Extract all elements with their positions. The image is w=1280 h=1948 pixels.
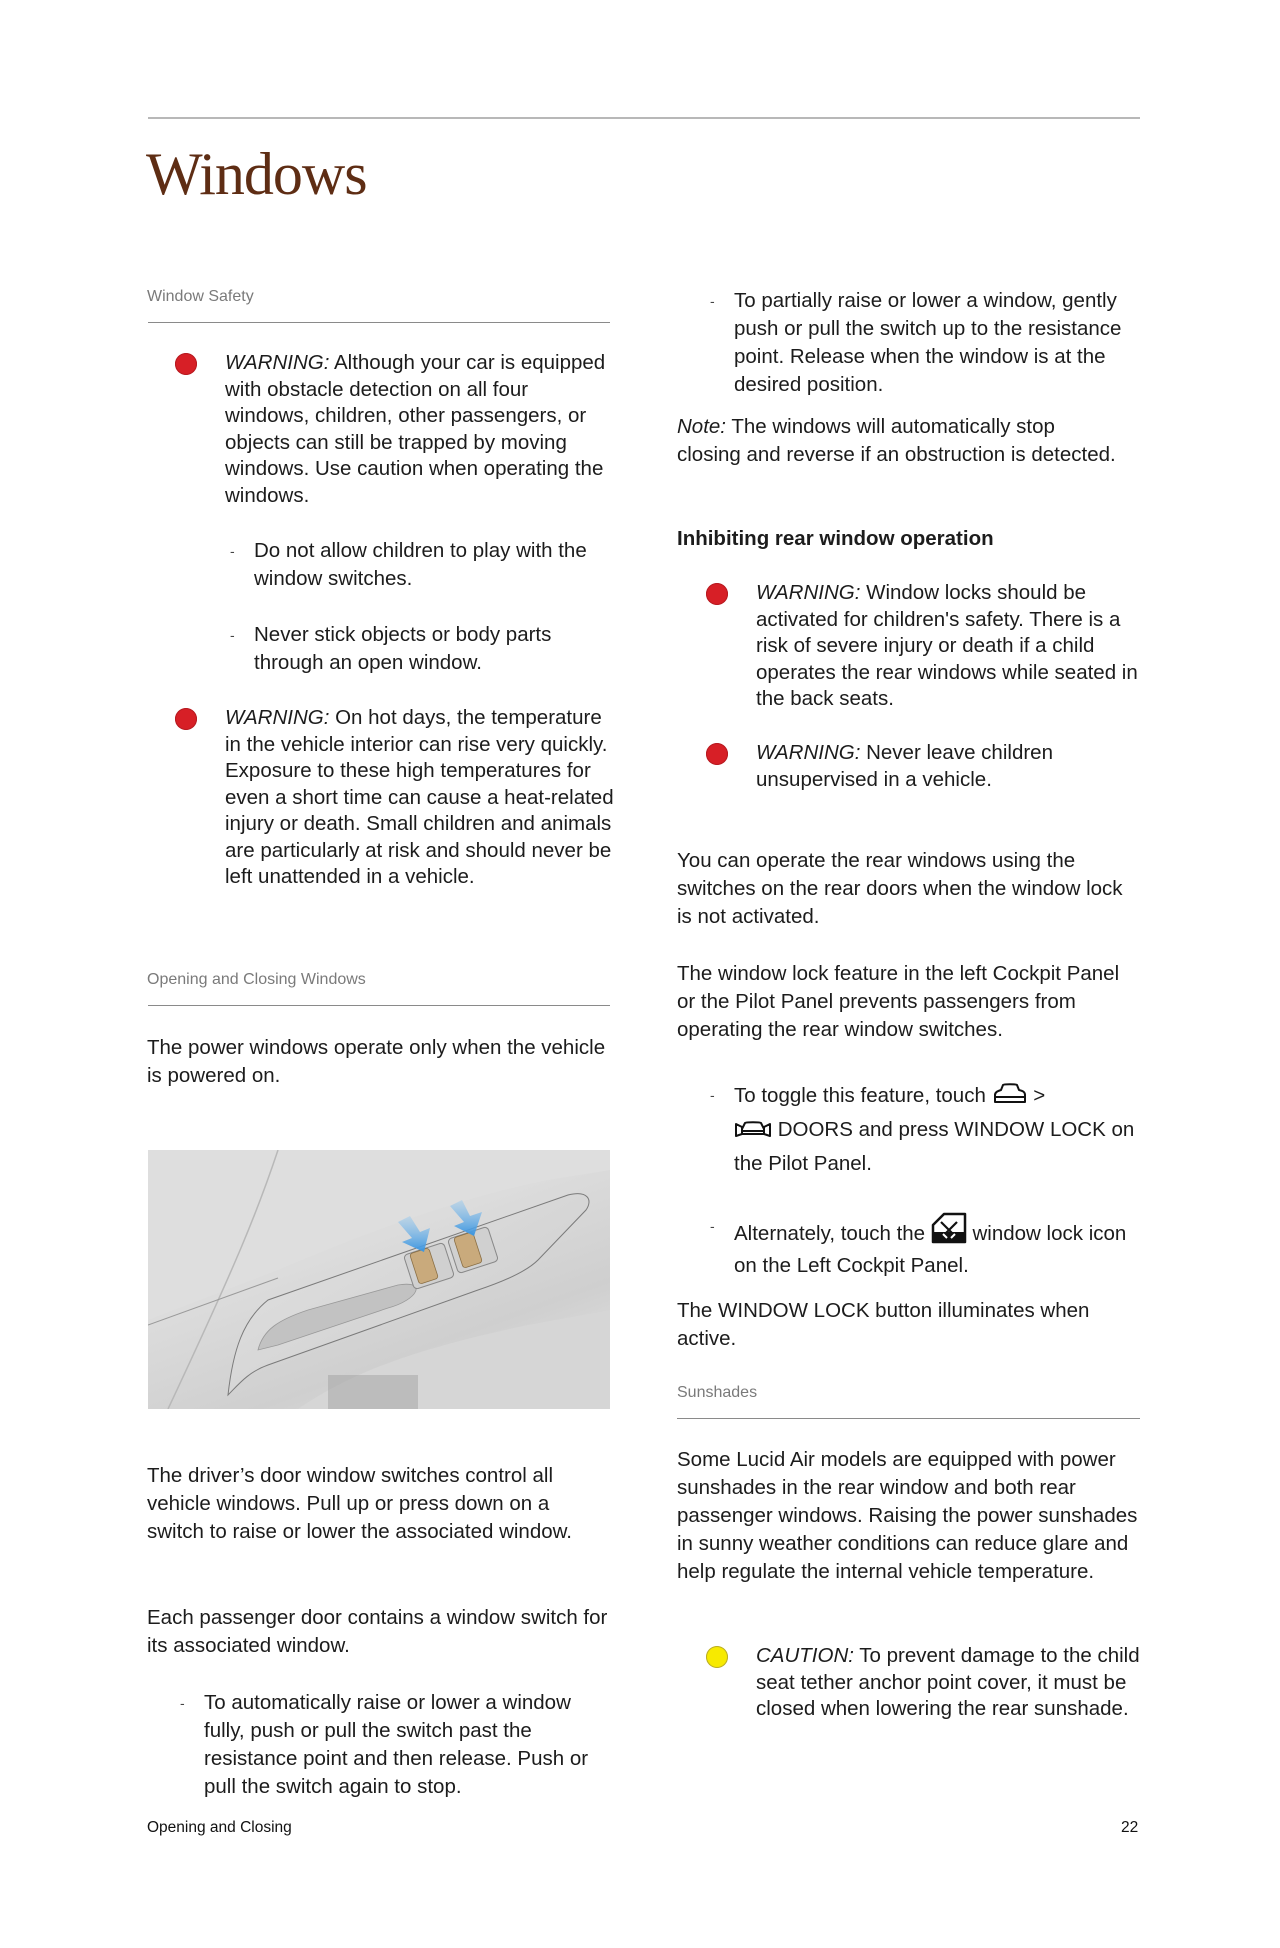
page-title: Windows xyxy=(146,141,367,207)
door-switch-image xyxy=(148,1150,610,1409)
warning-dot-icon xyxy=(706,743,728,765)
section-label-window-safety: Window Safety xyxy=(147,288,254,305)
caution-dot-icon xyxy=(706,1646,728,1668)
paragraph-window-lock: The window lock feature in the left Cockpit Panel or the Pilot Panel prevents passengers from operating the rear window switches. xyxy=(677,962,1120,1041)
header-rule xyxy=(148,117,1140,119)
footer-section-name: Opening and Closing xyxy=(147,1819,292,1836)
alt-prefix: Alternately, touch the xyxy=(734,1222,926,1245)
section-rule xyxy=(148,322,610,323)
window-lock-icon xyxy=(931,1212,967,1252)
warning-text xyxy=(756,740,1146,793)
list-item-text: Never stick objects or body parts through an open window. xyxy=(254,623,552,674)
toggle-separator: > xyxy=(1033,1084,1046,1107)
intro-paragraph: The power windows operate only when the vehicle is powered on. xyxy=(147,1036,606,1087)
list-item-text: Do not allow children to play with the window switches. xyxy=(254,539,587,590)
list-item-text xyxy=(734,1081,1144,1179)
warning-body: Although your car is equipped with obstacle detection on all four windows, children, other passengers, or objects can still be trapped by moving windows. Use caution when operating the windows. xyxy=(225,351,606,507)
section-label-sunshades: Sunshades xyxy=(677,1384,758,1401)
warning-text xyxy=(756,580,1146,713)
paragraph-sunshades: Some Lucid Air models are equipped with power sunshades in the rear window and both rear passenger windows. Raising the power sunshades in sunny weather conditions can reduce glare and help regulate the internal vehicle temperature. xyxy=(677,1448,1138,1583)
warning-body: Window locks should be activated for children's safety. There is a risk of severe injury or death if a child operates the rear windows while seated in the back seats. xyxy=(756,581,1138,710)
list-item-text xyxy=(734,1212,1146,1280)
dash-bullet-icon: - xyxy=(710,1087,715,1103)
dash-bullet-icon: - xyxy=(180,1695,185,1711)
toggle-prefix: To toggle this feature, touch xyxy=(734,1084,986,1107)
alt-suffix: window lock icon on the Left Cockpit Panel. xyxy=(734,1222,1127,1277)
section-rule xyxy=(677,1418,1140,1419)
note-paragraph xyxy=(677,413,1117,469)
caution-text xyxy=(756,1643,1148,1723)
paragraph-rear-windows: You can operate the rear windows using the switches on the rear doors when the window lock is not activated. xyxy=(677,849,1123,928)
warning-dot-icon xyxy=(706,583,728,605)
warning-body: Never leave children unsupervised in a vehicle. xyxy=(756,741,1053,791)
dash-bullet-icon: - xyxy=(230,627,235,643)
list-item-text: To partially raise or lower a window, gently push or pull the switch up to the resistance point. Release when the window is at the desired position. xyxy=(734,289,1122,396)
paragraph-illuminates: The WINDOW LOCK button illuminates when active. xyxy=(677,1299,1090,1350)
section-rule xyxy=(148,1005,610,1006)
subheading-inhibit: Inhibiting rear window operation xyxy=(677,527,994,550)
toggle-doors-text: DOORS and press WINDOW LOCK on the Pilot Panel. xyxy=(734,1118,1135,1175)
note-keyword: Note: xyxy=(677,415,726,438)
warning-dot-icon xyxy=(175,708,197,730)
door-switch-illustration xyxy=(148,1150,610,1409)
footer-page-number: 22 xyxy=(1121,1819,1139,1836)
caution-body: To prevent damage to the child seat tether anchor point cover, it must be closed when lowering the rear sunshade. xyxy=(756,1644,1140,1720)
paragraph-passenger-switch: Each passenger door contains a window switch for its associated window. xyxy=(147,1606,608,1657)
warning-keyword: WARNING: xyxy=(225,351,330,374)
warning-text xyxy=(225,705,617,891)
dash-bullet-icon: - xyxy=(230,543,235,559)
warning-keyword: WARNING: xyxy=(756,581,861,604)
list-item-text: To automatically raise or lower a window fully, push or pull the switch past the resistance point and then release. Push or pull the switch again to stop. xyxy=(204,1691,589,1798)
section-label-opening-closing: Opening and Closing Windows xyxy=(147,971,366,988)
car-icon xyxy=(992,1082,1028,1115)
warning-body: On hot days, the temperature in the vehicle interior can rise very quickly. Exposure to these high temperatures for even a short time can cause a heat-related injury or death. Small children and animals are particularly at risk and should never be left unattended in a vehicle. xyxy=(225,706,614,888)
note-body: The windows will automatically stop closing and reverse if an obstruction is detected. xyxy=(677,415,1116,466)
warning-keyword: WARNING: xyxy=(225,706,330,729)
warning-text xyxy=(225,350,615,509)
warning-dot-icon xyxy=(175,353,197,375)
car-doors-open-icon xyxy=(734,1119,772,1149)
dash-bullet-icon: - xyxy=(710,293,715,309)
dash-bullet-icon: - xyxy=(710,1218,715,1234)
warning-keyword: WARNING: xyxy=(756,741,861,764)
caution-keyword: CAUTION: xyxy=(756,1644,854,1667)
paragraph-driver-switches: The driver’s door window switches control all vehicle windows. Pull up or press down on a switch to raise or lower the associated window. xyxy=(147,1464,573,1543)
